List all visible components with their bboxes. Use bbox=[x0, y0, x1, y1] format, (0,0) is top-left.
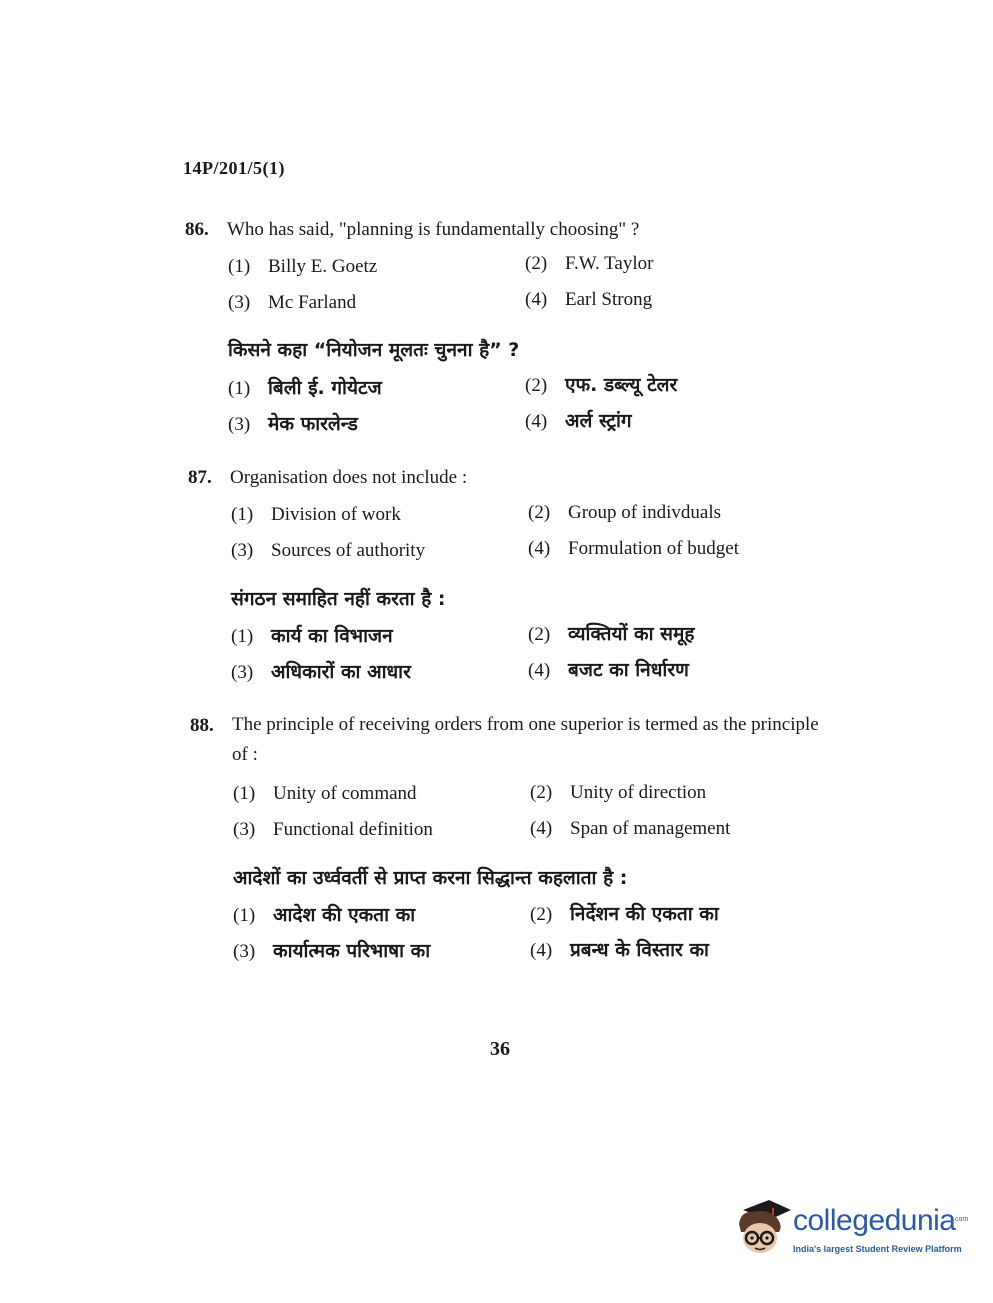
option-en-2: (2) F.W. Taylor bbox=[525, 253, 654, 274]
option-hi-1: (1) कार्य का विभाजन bbox=[231, 625, 393, 647]
brand-wordmark: collegedunia bbox=[793, 1204, 956, 1237]
option-hi-4: (4) अर्ल स्ट्रांग bbox=[525, 410, 632, 432]
question-text-en: The principle of receiving orders from one superior is termed as the principle of : bbox=[232, 714, 819, 765]
collegedunia-logo bbox=[733, 1196, 969, 1266]
option-hi-4: (4) प्रबन्ध के विस्तार का bbox=[530, 939, 709, 961]
option-hi-4: (4) बजट का निर्धारण bbox=[528, 659, 689, 681]
option-en-2: (2) Unity of direction bbox=[530, 782, 707, 803]
paper-code: 14P/201/5(1) bbox=[183, 158, 285, 178]
option-en-3: (3) Sources of authority bbox=[231, 540, 426, 561]
question-number: 88. bbox=[190, 715, 214, 736]
question-text-hi: संगठन समाहित नहीं करता है : bbox=[231, 588, 446, 610]
option-en-4: (4) Earl Strong bbox=[525, 289, 653, 310]
question-text-en: Who has said, "planning is fundamentally choosing" ? bbox=[227, 219, 640, 240]
option-hi-2: (2) निर्देशन की एकता का bbox=[530, 903, 719, 925]
mascot-icon bbox=[733, 1196, 793, 1258]
brand-domain: .com bbox=[953, 1216, 969, 1223]
option-hi-3: (3) अधिकारों का आधार bbox=[231, 661, 411, 683]
option-hi-1: (1) बिली ई. गोयेटज bbox=[228, 377, 382, 399]
option-en-1: (1) Division of work bbox=[231, 504, 401, 525]
option-hi-3: (3) मेक फारलेन्ड bbox=[228, 413, 358, 435]
brand-tagline: India's largest Student Review Platform bbox=[793, 1244, 962, 1254]
option-hi-1: (1) आदेश की एकता का bbox=[233, 904, 416, 926]
option-en-3: (3) Mc Farland bbox=[228, 292, 357, 313]
option-en-3: (3) Functional definition bbox=[233, 819, 433, 840]
option-hi-2: (2) व्यक्तियों का समूह bbox=[528, 623, 695, 645]
question-number: 86. bbox=[185, 219, 209, 240]
option-en-1: (1) Unity of command bbox=[233, 783, 417, 804]
question-text-hi: किसने कहा “नियोजन मूलतः चुनना है” ? bbox=[228, 339, 520, 361]
question-text-hi: आदेशों का उर्ध्ववर्ती से प्राप्त करना सिद्धान्त कहलाता है : bbox=[233, 867, 628, 889]
question-number: 87. bbox=[188, 467, 212, 488]
question-text-en: Organisation does not include : bbox=[230, 467, 468, 488]
option-hi-2: (2) एफ. डब्ल्यू टेलर bbox=[525, 374, 678, 396]
option-en-4: (4) Formulation of budget bbox=[528, 538, 739, 559]
option-en-2: (2) Group of indivduals bbox=[528, 502, 722, 523]
option-en-1: (1) Billy E. Goetz bbox=[228, 256, 378, 277]
option-hi-3: (3) कार्यात्मक परिभाषा का bbox=[233, 940, 431, 962]
option-en-4: (4) Span of management bbox=[530, 818, 731, 839]
page-number: 36 bbox=[490, 1038, 510, 1060]
